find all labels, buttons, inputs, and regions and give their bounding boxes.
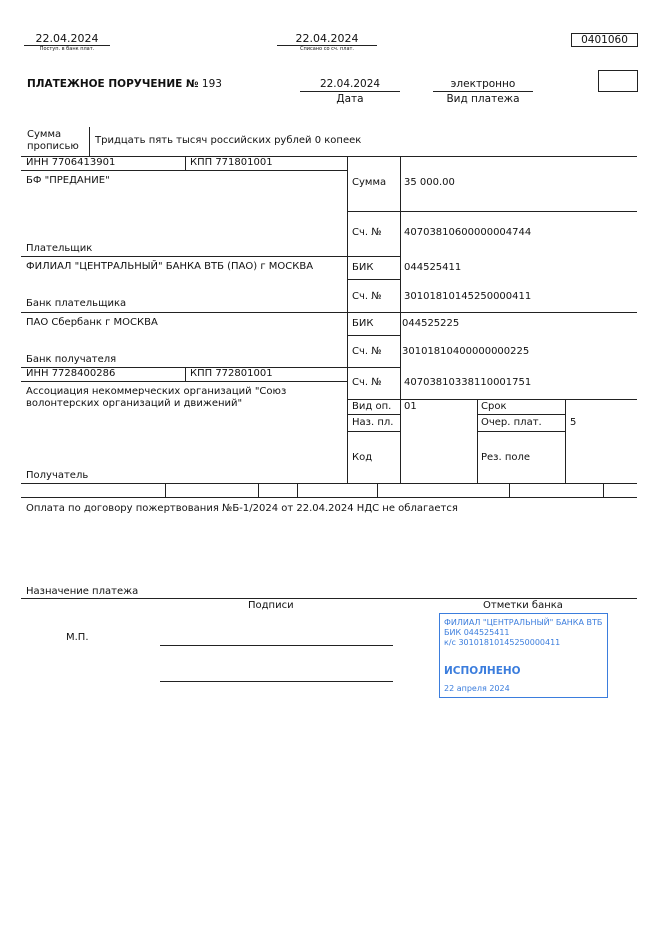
divider (89, 127, 90, 156)
order-date: 22.04.2024 (319, 78, 381, 90)
payer-inn: ИНН 7706413901 (26, 157, 116, 168)
payer-name: БФ "ПРЕДАНИЕ" (26, 175, 110, 186)
sum-label: Сумма (352, 177, 387, 188)
divider (477, 431, 565, 432)
divider (347, 156, 348, 483)
divider (21, 598, 637, 599)
divider (347, 279, 400, 280)
code-label: Код (352, 452, 373, 463)
divider (21, 312, 637, 313)
divider (603, 483, 604, 497)
divider (433, 91, 533, 92)
divider (165, 483, 166, 497)
date-caption: Дата (336, 93, 364, 105)
stamp-bik: БИК 044525411 (444, 628, 510, 637)
divider (21, 170, 347, 171)
payer-bank-name: ФИЛИАЛ "ЦЕНТРАЛЬНЫЙ" БАНКА ВТБ (ПАО) г МОСКВА (26, 261, 314, 272)
payer-bank-label: Банк плательщика (26, 298, 127, 309)
priority-label: Очер. плат. (481, 417, 542, 428)
divider (21, 381, 347, 382)
divider (347, 431, 400, 432)
signatures-label: Подписи (248, 600, 294, 611)
purpose-text: Оплата по договору пожертвования №Б-1/2024 от 22.04.2024 НДС не облагается (26, 503, 458, 514)
payment-type-caption: Вид платежа (446, 93, 520, 105)
payee-account-label: Сч. № (352, 377, 382, 388)
divider (300, 91, 400, 92)
stamp-status: ИСПОЛНЕНО (444, 665, 521, 677)
received-date: 22.04.2024 (35, 32, 99, 45)
order-number: 193 (201, 78, 222, 90)
payee-bank-bik: 044525225 (402, 318, 460, 329)
payer-bank-account-label: Сч. № (352, 291, 382, 302)
payee-bank-account-label: Сч. № (352, 346, 382, 357)
payer-bank-bik: 044525411 (404, 262, 462, 273)
op-type: 01 (404, 401, 417, 412)
signature-line (160, 645, 393, 646)
amount-words-label-2: прописью (27, 141, 79, 152)
received-caption: Поступ. в банк плат. (39, 46, 95, 52)
payee-bank-bik-label: БИК (352, 318, 374, 329)
payer-bank-account: 30101810145250000411 (404, 291, 532, 302)
payment-type: электронно (450, 78, 516, 90)
divider (400, 156, 401, 483)
payer-kpp: КПП 771801001 (190, 157, 273, 168)
payee-inn: ИНН 7728400286 (26, 368, 116, 379)
divider (509, 483, 510, 497)
op-type-label: Вид оп. (352, 401, 392, 412)
divider (347, 399, 637, 400)
debited-date: 22.04.2024 (295, 32, 359, 45)
payee-bank-account: 30101810400000000225 (402, 346, 530, 357)
bank-stamp (439, 613, 608, 698)
divider (477, 399, 478, 483)
stamp-date: 22 апреля 2024 (444, 684, 510, 693)
divider (347, 211, 637, 212)
divider (21, 497, 637, 498)
term-label: Срок (481, 401, 507, 412)
sum-value: 35 000.00 (404, 177, 455, 188)
payer-account: 40703810600000004744 (404, 227, 532, 238)
amount-words: Тридцать пять тысяч российских рублей 0 копеек (95, 135, 362, 146)
divider (565, 399, 566, 483)
payee-bank-label: Банк получателя (26, 354, 117, 365)
purpose-code-label: Наз. пл. (352, 417, 394, 428)
priority-value: 5 (570, 417, 577, 428)
purpose-label: Назначение платежа (26, 586, 139, 597)
payee-name-2: волонтерских организаций и движений" (26, 398, 243, 409)
divider (258, 483, 259, 497)
divider (185, 156, 186, 170)
payee-account: 40703810338110001751 (404, 377, 532, 388)
stamp-bank: ФИЛИАЛ "ЦЕНТРАЛЬНЫЙ" БАНКА ВТБ (444, 618, 603, 627)
divider (185, 367, 186, 381)
payee-kpp: КПП 772801001 (190, 368, 273, 379)
title-label: ПЛАТЕЖНОЕ ПОРУЧЕНИЕ № (27, 78, 199, 90)
divider (21, 483, 637, 484)
signature-line (160, 681, 393, 682)
amount-words-label-1: Сумма (27, 129, 62, 140)
seal-label: М.П. (66, 632, 89, 643)
debited-caption: Списано со сч. плат. (299, 46, 355, 52)
payer-bank-bik-label: БИК (352, 262, 374, 273)
divider (377, 483, 378, 497)
divider (297, 483, 298, 497)
payee-bank-name: ПАО Сбербанк г МОСКВА (26, 317, 158, 328)
status-box (598, 70, 638, 92)
divider (21, 256, 400, 257)
stamp-corr-account: к/с 30101810145250000411 (444, 638, 561, 647)
form-code: 0401060 (571, 33, 638, 47)
bank-marks-label: Отметки банка (483, 600, 563, 611)
reserve-label: Рез. поле (481, 452, 531, 463)
payee-label: Получатель (26, 470, 89, 481)
payer-label: Плательщик (26, 243, 93, 254)
divider (477, 414, 565, 415)
divider (347, 414, 400, 415)
payee-name-1: Ассоциация некоммерческих организаций "Союз (26, 386, 287, 397)
divider (347, 335, 400, 336)
page-title (27, 78, 222, 91)
payer-account-label: Сч. № (352, 227, 382, 238)
